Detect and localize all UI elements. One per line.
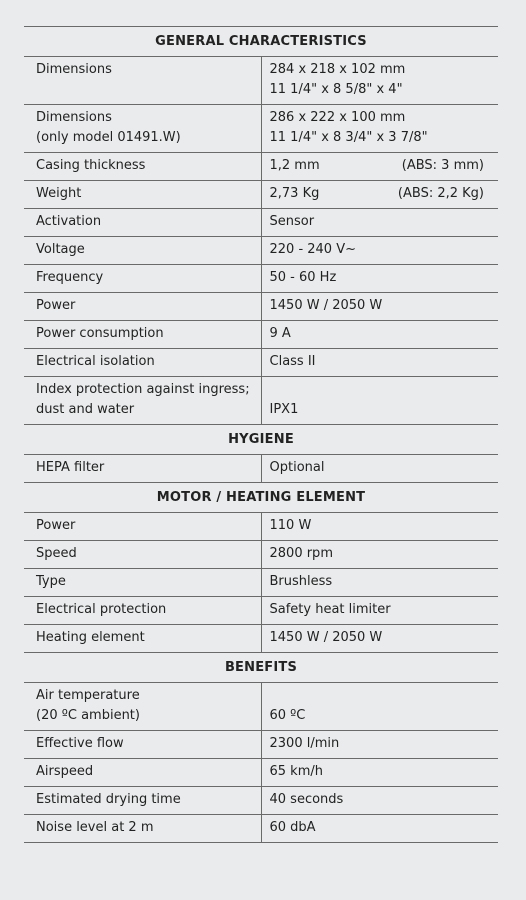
spec-label-line: Weight [36, 186, 82, 201]
spec-value [261, 181, 498, 209]
section-header [24, 425, 498, 455]
spec-value-line: 40 seconds [269, 792, 344, 807]
spec-label-line: Power consumption [36, 326, 164, 341]
spec-label-line: Activation [36, 214, 102, 229]
spec-label [24, 597, 261, 625]
spec-label [24, 181, 261, 209]
spec-row [24, 625, 498, 653]
spec-label [24, 625, 261, 653]
spec-row [24, 759, 498, 787]
spec-label-line: Voltage [36, 242, 85, 257]
section-title: HYGIENE [24, 425, 498, 455]
spec-value-line: 284 x 218 x 102 mm [269, 62, 406, 77]
spec-value [261, 153, 498, 181]
spec-label-line: Heating element [36, 630, 145, 645]
spec-value [261, 237, 498, 265]
spec-label-line: Electrical isolation [36, 354, 155, 369]
spec-row [24, 209, 498, 237]
spec-value-line: 2300 l/min [269, 736, 340, 751]
specifications-body [24, 27, 498, 843]
spec-value-line: 286 x 222 x 100 mm [269, 110, 406, 125]
section-title: GENERAL CHARACTERISTICS [24, 27, 498, 57]
spec-row [24, 349, 498, 377]
spec-label [24, 377, 261, 425]
spec-label [24, 349, 261, 377]
section-header [24, 483, 498, 513]
spec-value-line: 2800 rpm [269, 546, 333, 561]
spec-row [24, 569, 498, 597]
spec-row [24, 181, 498, 209]
spec-row [24, 683, 498, 731]
spec-value [261, 815, 498, 843]
spec-value [261, 455, 498, 483]
spec-value-line: 220 - 240 V~ [269, 242, 356, 257]
spec-value-line: 110 W [269, 518, 312, 533]
spec-label [24, 105, 261, 153]
spec-label-line: Index protection against ingress; [36, 382, 250, 397]
spec-value-line: Optional [269, 460, 325, 475]
spec-label-line: Air temperature [36, 688, 140, 703]
spec-label-line: HEPA filter [36, 460, 105, 475]
spec-value [261, 265, 498, 293]
spec-row [24, 237, 498, 265]
spec-row [24, 455, 498, 483]
spec-label-line: Type [36, 574, 66, 589]
spec-label-line: Casing thickness [36, 158, 146, 173]
spec-value [261, 321, 498, 349]
spec-row [24, 731, 498, 759]
spec-sheet [24, 26, 498, 843]
spec-label [24, 153, 261, 181]
spec-label [24, 265, 261, 293]
spec-value-line: 9 A [269, 326, 291, 341]
spec-value-line: 1450 W / 2050 W [269, 630, 383, 645]
spec-label [24, 513, 261, 541]
spec-value-alt: (ABS: 2,2 Kg) [397, 186, 484, 201]
spec-value-line: 1450 W / 2050 W [269, 298, 383, 313]
spec-value-line: 65 km/h [269, 764, 323, 779]
specifications-table [24, 26, 498, 843]
spec-row [24, 153, 498, 181]
spec-label-line: Power [36, 298, 76, 313]
spec-value [261, 513, 498, 541]
spec-label [24, 683, 261, 731]
spec-label [24, 759, 261, 787]
spec-label-line: (20 ºC ambient) [36, 708, 140, 723]
section-title: MOTOR / HEATING ELEMENT [24, 483, 498, 513]
spec-label-line: Airspeed [36, 764, 94, 779]
spec-value [261, 731, 498, 759]
spec-value-line: 50 - 60 Hz [269, 270, 337, 285]
spec-value-line: 2,73 Kg [269, 186, 320, 201]
spec-label-line: dust and water [36, 402, 135, 417]
spec-value-line: Safety heat limiter [269, 602, 391, 617]
spec-label [24, 815, 261, 843]
spec-label-line: Noise level at 2 m [36, 820, 154, 835]
spec-label [24, 731, 261, 759]
spec-label [24, 237, 261, 265]
spec-label [24, 321, 261, 349]
spec-row [24, 815, 498, 843]
spec-value [261, 57, 498, 105]
spec-row [24, 265, 498, 293]
spec-value-line: 1,2 mm [269, 158, 320, 173]
spec-value [261, 759, 498, 787]
spec-value-alt: (ABS: 3 mm) [401, 158, 484, 173]
spec-label [24, 455, 261, 483]
spec-row [24, 597, 498, 625]
spec-row [24, 321, 498, 349]
spec-label [24, 787, 261, 815]
spec-value-line: IPX1 [269, 402, 299, 417]
spec-label-line: Estimated drying time [36, 792, 181, 807]
spec-value [261, 541, 498, 569]
spec-label-line: Dimensions [36, 110, 112, 125]
spec-value [261, 625, 498, 653]
spec-value [261, 377, 498, 425]
spec-label [24, 57, 261, 105]
spec-value [261, 787, 498, 815]
spec-value-line: Brushless [269, 574, 333, 589]
spec-label-line: (only model 01491.W) [36, 130, 181, 145]
spec-value [261, 683, 498, 731]
spec-value [261, 293, 498, 321]
spec-value-line: 11 1/4" x 8 3/4" x 3 7/8" [269, 130, 428, 145]
spec-label-line: Speed [36, 546, 77, 561]
spec-row [24, 377, 498, 425]
spec-value [261, 349, 498, 377]
spec-value-line: 60 ºC [269, 708, 306, 723]
spec-row [24, 513, 498, 541]
spec-row [24, 293, 498, 321]
spec-value [261, 569, 498, 597]
spec-value [261, 105, 498, 153]
spec-label [24, 293, 261, 321]
spec-row [24, 541, 498, 569]
spec-row [24, 105, 498, 153]
spec-label-line: Electrical protection [36, 602, 167, 617]
spec-row [24, 57, 498, 105]
section-title: BENEFITS [24, 653, 498, 683]
section-header [24, 653, 498, 683]
spec-value-line: Class II [269, 354, 316, 369]
spec-value [261, 597, 498, 625]
spec-row [24, 787, 498, 815]
spec-value [261, 209, 498, 237]
spec-value-line: 11 1/4" x 8 5/8" x 4" [269, 82, 403, 97]
spec-label-line: Effective flow [36, 736, 124, 751]
section-header [24, 27, 498, 57]
spec-value-line: Sensor [269, 214, 315, 229]
spec-label-line: Frequency [36, 270, 104, 285]
spec-label-line: Dimensions [36, 62, 112, 77]
spec-label [24, 569, 261, 597]
spec-label [24, 541, 261, 569]
spec-value-line: 60 dbA [269, 820, 316, 835]
spec-label [24, 209, 261, 237]
spec-label-line: Power [36, 518, 76, 533]
